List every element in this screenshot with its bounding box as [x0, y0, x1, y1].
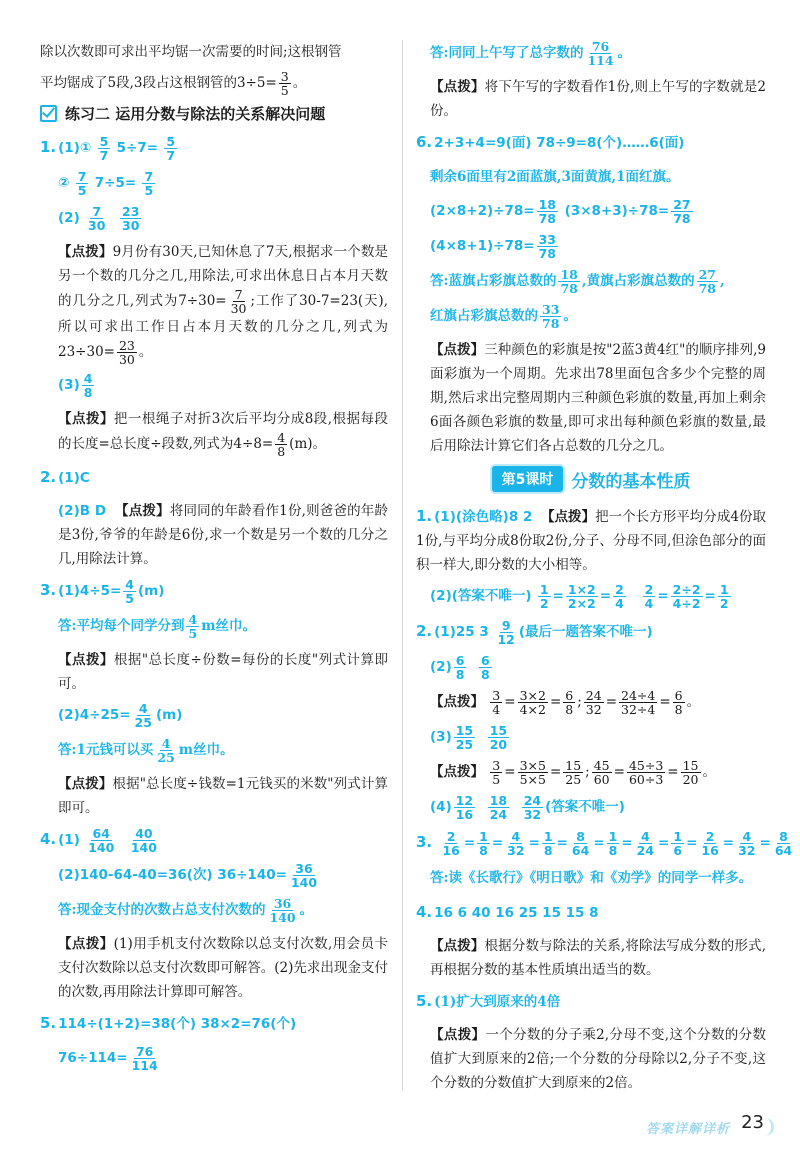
q6-2: 剩余6面里有2面蓝旗,3面黄旗,1面红旗。: [430, 169, 680, 185]
s2-4: (4) $\frac{12}{16}$ $\frac{18}{24}$ $\frac{24}{32}$ (答案不唯一): [430, 793, 625, 822]
q6-answer-2: 红旗占彩旗总数的 $\frac{33}{78}$ 。: [430, 302, 577, 331]
q6-1: 6. 2+3+4=9(面) 78÷9=8(个)……6(面): [416, 133, 685, 151]
q5-answer: 答:同同上午写了总字数的 $\frac{76}{114}$ 。: [430, 39, 632, 68]
lesson-title: 分数的基本性质: [571, 471, 691, 492]
s4: 4. 16 6 40 16 25 15 15 8: [416, 903, 599, 921]
q4-1: 4. (1) $\frac{64}{140}$ $\frac{40}{140}$: [40, 826, 157, 855]
exercise-heading: [40, 103, 388, 124]
right-column: [416, 39, 793, 1101]
q5-1: 5. 114÷(1+2)=38(个) 38×2=76(个): [40, 1014, 297, 1032]
tip-8: 【点拨】三种颜色的彩旗是按"2蓝3黄4红"的顺序排列,9面彩旗为一个周期。先求出78里面包含多少个完整的周期,然后求出完整周期内三种颜色彩旗的数量,再加上剩余6面各颜色彩旗的数量,即可求出每种颜色彩旗的数量,最后用除法计算它们各占总数的几分之几。: [430, 342, 766, 454]
q1-1: 1. (1)① $\frac{5}{7}$ 5÷7= $\frac{5}{7}$: [40, 134, 176, 163]
lesson-heading: [416, 466, 766, 492]
q1-3: (2) $\frac{7}{30}$ $\frac{23}{30}$: [58, 204, 140, 233]
s2-tip-b: 【点拨】 $\frac{3}{5}$ = $\frac{3\times 5}{5\times 5}$ = $\frac{15}{25}$ ; $\frac{45}{60}$ = $\frac{45\div 3}{60\div 3}$ = $\frac{15}{20}$ 。: [430, 758, 717, 787]
s1-1: 1. (1)(涂色略)8 2 【点拨】把一个长方形平均分成4份取1份,与平均分成8份取2份,分子、分母不同,但涂色部分的面积一样大,即分数的大小相等。: [416, 507, 767, 573]
page-number: 23: [741, 1112, 764, 1133]
q3-2: (2)4÷25= $\frac{4}{25}$ (m): [58, 701, 183, 730]
tip-1: 【点拨】9月份有30天,已知休息了7天,根据求一个数是另一个数的几分之几,用除法,可求出休息日占本月天数的几分之几,列式为7÷30= $\frac{7}{30}$ ;工作了30-7=23(天),所以可求出工作日占本月天数的几分之几,列式为23÷30= $\frac{23}{30}$ 。: [58, 244, 388, 367]
tip-7: 【点拨】将下午写的字数看作1份,则上午写的字数就是2份。: [430, 79, 766, 119]
checkbox-icon: [40, 105, 57, 122]
q5-2: 76÷114= $\frac{76}{114}$: [58, 1044, 158, 1073]
s2-tip-a: 【点拨】 $\frac{3}{4}$ = $\frac{3\times 2}{4\times 2}$ = $\frac{6}{8}$ ; $\frac{24}{32}$ = $\frac{24\div 4}{32\div 4}$ = $\frac{6}{8}$ 。: [430, 688, 701, 717]
intro-line-1: 除以次数即可求出平均锯一次需要的时间;这根钢管: [40, 44, 342, 60]
fraction: $\frac{3}{5}$: [280, 69, 289, 98]
tip-4: 【点拨】根据"总长度÷份数=每份的长度"列式计算即可。: [58, 652, 389, 692]
column-divider: [402, 40, 403, 1090]
q6-3: (2×8+2)÷78= $\frac{18}{78}$ (3×8+3)÷78= $\frac{27}{78}$: [430, 197, 691, 226]
q1-4: (3) $\frac{4}{8}$: [58, 371, 93, 400]
tip-2: 【点拨】把一根绳子对折3次后平均分成8段,根据每段的长度=总长度÷段数,列式为4÷8= $\frac{4}{8}$ (m)。: [58, 411, 388, 459]
q2-2: (2)B D 【点拨】将同同的年龄看作1份,则爸爸的年龄是3份,爷爷的年龄是6份,求一个数是另一个数的几分之几,用除法计算。: [58, 503, 388, 567]
s2-1: 2. (1)25 3 $\frac{9}{12}$ (最后一题答案不唯一): [416, 618, 653, 647]
left-column: [40, 40, 388, 1080]
intro-line-2: 平均锯成了5段,3段占这根钢管的3÷5= $\frac{3}{5}$ 。: [40, 69, 307, 98]
q4-2: (2)140-64-40=36(次) 36÷140= $\frac{36}{140}$: [58, 861, 318, 890]
q4-answer: 答:现金支付的次数占总支付次数的 $\frac{36}{140}$ 。: [58, 896, 314, 925]
q3-1: 3. (1)4÷5= $\frac{4}{5}$ (m): [40, 577, 165, 606]
q6-answer-1: 答:蓝旗占彩旗总数的 $\frac{18}{78}$ ,黄旗占彩旗总数的 $\frac{27}{78}$ ,: [430, 267, 725, 296]
exercise-title: 练习二 运用分数与除法的关系解决问题: [65, 105, 326, 123]
q1-2: ② $\frac{7}{5}$ 7÷5= $\frac{7}{5}$: [58, 169, 154, 198]
s3: 3. $\frac{2}{16}$ = $\frac{1}{8}$ = $\frac{4}{32}$ = $\frac{1}{8}$ = $\frac{8}{64}$ = $\frac{1}{8}$ = $\frac{4}{24}$ = $\frac{1}{6}$ = $\frac{2}{16}$ = $\frac{4}{32}$ = $\frac{8}{64}$: [416, 829, 793, 858]
tip-10: 【点拨】根据分数与除法的关系,将除法写成分数的形式,再根据分数的基本性质填出适当的数。: [430, 938, 766, 978]
s2-2: (2) $\frac{6}{8}$ $\frac{6}{8}$: [430, 653, 490, 682]
tip-5: 【点拨】根据"总长度÷钱数=1元钱买的米数"列式计算即可。: [58, 776, 388, 816]
footer-tag: 答案详解详析: [645, 1122, 730, 1137]
lesson-badge: 第5课时: [492, 466, 564, 492]
tip-6: 【点拨】(1)用手机支付次数除以总支付次数,用会员卡支付次数除以总支付次数即可解答。(2)先求出现金支付的次数,再用除法计算即可解答。: [58, 936, 388, 1000]
s3-answer: 答:读《长歌行》《明日歌》和《劝学》的同学一样多。: [430, 870, 753, 886]
s1-2: (2)(答案不唯一) $\frac{1}{2}$ = $\frac{1\times 2}{2\times 2}$ = $\frac{2}{4}$ $\frac{2}{4}$ = $\frac{2\div 2}{4\div 2}$ = $\frac{1}{2}$: [430, 582, 729, 611]
q3-answer-1: 答:平均每个同学分到 $\frac{4}{5}$ m丝巾。: [58, 612, 256, 641]
q6-4: (4×8+1)÷78= $\frac{33}{78}$: [430, 232, 556, 261]
footer-decoration: [759, 1118, 774, 1136]
q3-answer-2: 答:1元钱可以买 $\frac{4}{25}$ m丝巾。: [58, 736, 234, 765]
s5-1: 5. (1)扩大到原来的4倍: [416, 992, 561, 1010]
q2-1: 2. (1)C: [40, 468, 90, 486]
tip-11: 【点拨】一个分数的分子乘2,分母不变,这个分数的分数值扩大到原来的2倍;一个分数的分母除以2,分子不变,这个分数的分数值扩大到原来的2倍。: [430, 1027, 767, 1091]
s2-3: (3) $\frac{15}{25}$ $\frac{15}{20}$: [430, 723, 508, 752]
